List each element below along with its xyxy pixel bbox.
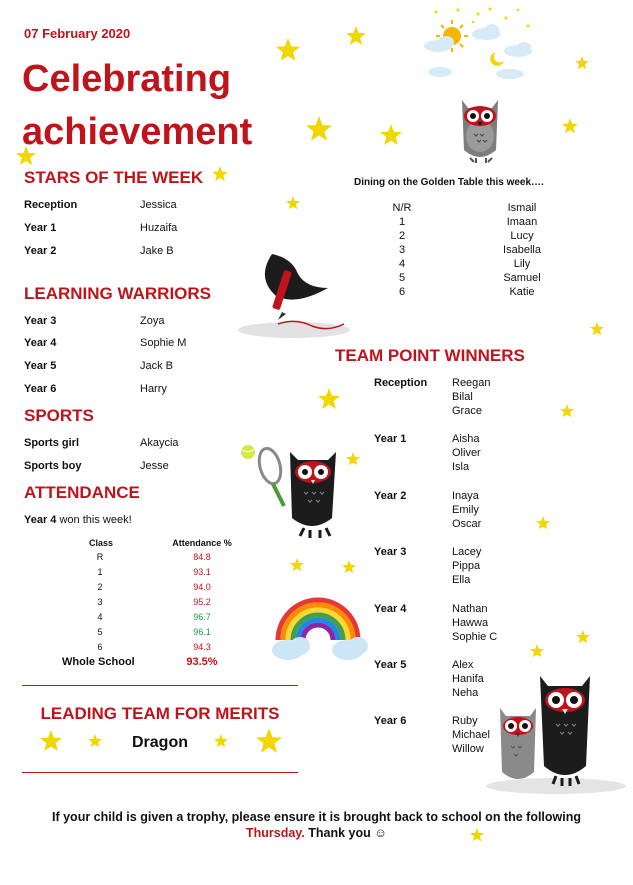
- merits-heading: LEADING TEAM FOR MERITS: [40, 704, 280, 723]
- warriors-row-label: Year 3: [24, 315, 57, 327]
- sky-illustration: [418, 6, 538, 82]
- sports-row-label: Sports girl: [24, 437, 80, 449]
- attendance-class: 1: [97, 567, 103, 577]
- golden-class: 5: [398, 272, 406, 284]
- merits-top-rule: [22, 685, 298, 686]
- warriors-row-label: Year 4: [24, 337, 57, 349]
- stars-row-name: Huzaifa: [140, 222, 178, 234]
- attendance-value: 94.0: [193, 582, 211, 592]
- cloud-icon: [272, 637, 368, 660]
- attendance-value: 96.1: [193, 627, 211, 637]
- merits-team: Dragon: [132, 734, 188, 751]
- attendance-col-class: Class: [88, 538, 114, 548]
- warriors-row-name: Zoya: [140, 315, 165, 327]
- cloud-icon: [424, 24, 532, 79]
- warriors-row-label: Year 6: [24, 383, 57, 395]
- star-icon: [40, 730, 62, 752]
- star-icon: [560, 404, 574, 418]
- golden-class: 4: [398, 258, 406, 270]
- team-point-name: Ruby: [452, 715, 478, 727]
- team-point-label: Year 1: [374, 433, 407, 445]
- team-point-name: Sophie C: [452, 631, 498, 643]
- team-point-name: Isla: [452, 461, 470, 473]
- footer-line-2: [10, 826, 623, 840]
- star-icon: [276, 38, 300, 62]
- team-point-name: Pippa: [452, 560, 481, 572]
- star-icon: [290, 558, 304, 572]
- sports-row-name: Akaycia: [140, 437, 179, 449]
- golden-class: 2: [398, 230, 406, 242]
- team-point-label: Year 4: [374, 603, 407, 615]
- owl-pair-illustration: [486, 672, 626, 794]
- golden-name: Imaan: [506, 216, 538, 228]
- team-point-name: Hanifa: [452, 673, 484, 685]
- team-point-name: Willow: [452, 743, 484, 755]
- sports-row-label: Sports boy: [24, 460, 82, 472]
- golden-class: N/R: [392, 202, 412, 214]
- sports-heading: SPORTS: [24, 406, 94, 425]
- tennis-ball-icon: [241, 445, 255, 459]
- star-icon: [214, 734, 228, 748]
- whole-school-label: Whole School: [62, 656, 135, 668]
- grey-owl-illustration: [452, 90, 508, 166]
- team-point-label: Reception: [374, 377, 428, 389]
- team-point-heading: TEAM POINT WINNERS: [335, 346, 525, 365]
- attendance-class: 2: [97, 582, 103, 592]
- team-point-name: Michael: [452, 729, 490, 741]
- warriors-row-label: Year 5: [24, 360, 57, 372]
- footer-line-1: If your child is given a trophy, please ensure it is brought back to school on the following: [52, 810, 581, 824]
- team-point-name: Aisha: [452, 433, 480, 445]
- star-icon: [530, 644, 544, 658]
- team-point-name: Nathan: [452, 603, 488, 615]
- golden-name: Samuel: [503, 272, 541, 284]
- star-icon: [470, 828, 484, 842]
- star-icon: [590, 322, 604, 336]
- learning-warriors-heading: LEARNING WARRIORS: [24, 284, 211, 303]
- team-point-name: Neha: [452, 687, 479, 699]
- stars-row-label: Reception: [24, 199, 78, 211]
- golden-name: Lily: [513, 258, 531, 270]
- attendance-class: 4: [97, 612, 103, 622]
- golden-name: Lucy: [510, 230, 534, 242]
- star-icon: [576, 630, 590, 644]
- attendance-value: 93.1: [193, 567, 211, 577]
- warriors-row-name: Jack B: [140, 360, 174, 372]
- page-title-line-2: achievement: [22, 111, 253, 153]
- warriors-row-name: Sophie M: [140, 337, 187, 349]
- attendance-class: 3: [97, 597, 103, 607]
- attendance-winner: [24, 514, 132, 526]
- star-icon: [318, 388, 340, 410]
- golden-name: Katie: [509, 286, 535, 298]
- team-point-name: Grace: [452, 405, 482, 417]
- golden-name: Isabella: [503, 244, 541, 256]
- team-point-label: Year 3: [374, 546, 407, 558]
- attendance-value: 95.2: [193, 597, 211, 607]
- team-point-name: Alex: [452, 659, 474, 671]
- merits-bottom-rule: [22, 772, 298, 773]
- footer-day: Thursday.: [245, 826, 305, 840]
- team-point-name: Emily: [452, 504, 479, 516]
- warriors-row-name: Harry: [140, 383, 167, 395]
- attendance-value: 84.8: [193, 552, 211, 562]
- star-icon: [346, 26, 366, 46]
- star-icon: [346, 452, 360, 466]
- star-icon: [16, 146, 36, 166]
- team-point-name: Oliver: [452, 447, 481, 459]
- team-point-name: Ella: [452, 574, 471, 586]
- sports-row-name: Jesse: [140, 460, 169, 472]
- golden-class: 6: [398, 286, 406, 298]
- golden-class: 3: [398, 244, 406, 256]
- attendance-value: 94.3: [193, 642, 211, 652]
- golden-table-heading: Dining on the Golden Table this week….: [354, 177, 544, 188]
- team-point-name: Inaya: [452, 490, 479, 502]
- attendance-class: R: [96, 552, 104, 562]
- page-title-line-1: Celebrating: [22, 58, 232, 100]
- team-point-name: Oscar: [452, 518, 482, 530]
- whole-school-value: 93.5%: [186, 656, 218, 668]
- star-icon: [286, 196, 300, 210]
- feather-pen-illustration: [236, 248, 352, 340]
- team-point-name: Bilal: [452, 391, 473, 403]
- star-icon: [536, 516, 550, 530]
- rainbow-illustration: [270, 590, 370, 666]
- golden-name: Ismail: [507, 202, 537, 214]
- star-icon: [212, 166, 228, 182]
- attendance-winner-text: won this week!: [59, 514, 132, 526]
- stars-row-label: Year 1: [24, 222, 57, 234]
- attendance-col-percent: Attendance %: [172, 538, 232, 548]
- date: 07 February 2020: [24, 26, 131, 41]
- attendance-heading: ATTENDANCE: [24, 483, 140, 502]
- attendance-winner-year: Year 4: [24, 514, 57, 526]
- tennis-owl-illustration: [240, 432, 360, 550]
- attendance-value: 96.7: [193, 612, 211, 622]
- team-point-label: Year 2: [374, 490, 407, 502]
- footer-thanks: Thank you ☺: [308, 826, 388, 840]
- star-icon: [306, 116, 332, 142]
- golden-class: 1: [398, 216, 406, 228]
- star-icon: [88, 734, 102, 748]
- attendance-class: 6: [97, 642, 103, 652]
- star-icon: [256, 728, 282, 754]
- stars-row-label: Year 2: [24, 245, 57, 257]
- team-point-name: Reegan: [452, 377, 491, 389]
- stars-row-name: Jake B: [140, 245, 174, 257]
- moon-icon: [490, 52, 504, 66]
- star-icon: [380, 124, 402, 146]
- star-icon: [575, 56, 589, 70]
- star-icon: [562, 118, 578, 134]
- team-point-label: Year 6: [374, 715, 407, 727]
- team-point-name: Hawwa: [452, 617, 489, 629]
- star-icon: [342, 560, 356, 574]
- stars-of-week-heading: STARS OF THE WEEK: [24, 168, 204, 187]
- team-point-label: Year 5: [374, 659, 407, 671]
- team-point-name: Lacey: [452, 546, 482, 558]
- attendance-class: 5: [97, 627, 103, 637]
- stars-row-name: Jessica: [140, 199, 177, 211]
